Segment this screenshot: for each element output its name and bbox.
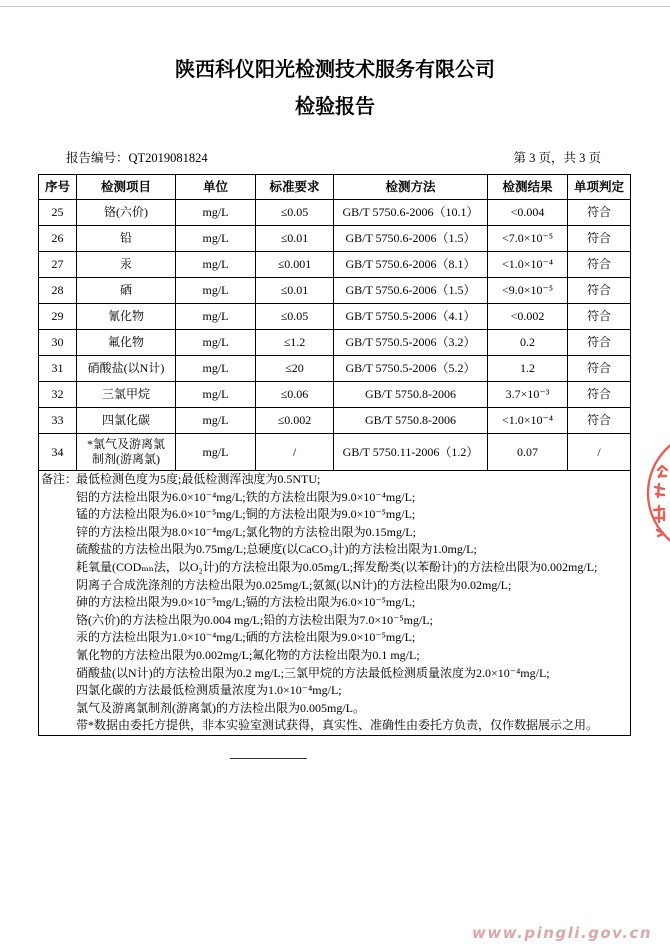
cell-result: <0.002 <box>488 304 568 330</box>
cell-result: <1.0×10⁻⁴ <box>488 252 568 278</box>
cell-verdict: 符合 <box>568 200 631 226</box>
cell-unit: mg/L <box>176 382 256 408</box>
cell-no: 28 <box>39 278 77 304</box>
cell-method: GB/T 5750.6-2006（1.5） <box>334 278 488 304</box>
remark-line: 最低检测色度为5度;最低检测浑浊度为0.5NTU; <box>76 472 321 486</box>
remark-line: 铬(六价)的方法检出限为0.004 mg/L;铅的方法检出限为7.0×10⁻⁵mg/L; <box>76 612 433 627</box>
cell-standard: ≤20 <box>256 356 334 382</box>
remark-line: 氰化物的方法检出限为0.002mg/L;氟化物的方法检出限为0.1 mg/L; <box>76 647 420 662</box>
table-body <box>39 200 631 736</box>
table-row <box>39 226 631 252</box>
cell-no: 31 <box>39 356 77 382</box>
cell-unit: mg/L <box>176 356 256 382</box>
cell-result: 0.2 <box>488 330 568 356</box>
table-row <box>39 434 631 471</box>
cell-unit: mg/L <box>176 408 256 434</box>
remark-line: 硝酸盐(以N计)的方法检出限为0.2 mg/L;三氯甲烷的方法最低检测质量浓度为2.0×10⁻⁴mg/L; <box>76 665 550 680</box>
cell-method: GB/T 5750.8-2006 <box>334 382 488 408</box>
cell-no: 25 <box>39 200 77 226</box>
cell-result: <9.0×10⁻⁵ <box>488 278 568 304</box>
cell-method: GB/T 5750.11-2006（1.2） <box>334 434 488 471</box>
table-row <box>39 278 631 304</box>
remark-line: 砷的方法检出限为9.0×10⁻⁵mg/L;镉的方法检出限为6.0×10⁻⁵mg/L; <box>76 595 416 610</box>
cell-verdict: 符合 <box>568 278 631 304</box>
cell-no: 26 <box>39 226 77 252</box>
cell-verdict: 符合 <box>568 226 631 252</box>
cell-unit: mg/L <box>176 278 256 304</box>
cell-verdict: 符合 <box>568 330 631 356</box>
cell-method: GB/T 5750.6-2006（8.1） <box>334 252 488 278</box>
cell-item: 三氯甲烷 <box>77 382 176 408</box>
results-table <box>38 174 631 736</box>
cell-result: <1.0×10⁻⁴ <box>488 408 568 434</box>
cell-method: GB/T 5750.5-2006（4.1） <box>334 304 488 330</box>
cell-item: 铅 <box>77 226 176 252</box>
cell-no: 32 <box>39 382 77 408</box>
header-standard: 标准要求 <box>256 175 334 200</box>
remark-line: 氯气及游离氯制剂(游离氯)的方法检出限为0.005mg/L。 <box>76 700 365 715</box>
cell-unit: mg/L <box>176 226 256 252</box>
cell-item: 汞 <box>77 252 176 278</box>
table-row <box>39 408 631 434</box>
cell-standard: ≤0.05 <box>256 304 334 330</box>
remarks <box>39 471 630 735</box>
cell-item: 氟化物 <box>77 330 176 356</box>
cell-verdict: 符合 <box>568 382 631 408</box>
cell-standard: ≤0.01 <box>256 226 334 252</box>
cell-standard: ≤0.002 <box>256 408 334 434</box>
cell-no: 33 <box>39 408 77 434</box>
cell-verdict: 符合 <box>568 304 631 330</box>
page-indicator: 第 3 页，共 3 页 <box>513 151 601 165</box>
cell-standard: ≤0.05 <box>256 200 334 226</box>
cell-verdict: 符合 <box>568 356 631 382</box>
remark-line: 耗氧量(CODₘₙ法，以O₂计)的方法检出限为0.05mg/L;挥发酚类(以苯酚计)的方法检出限为0.002mg/L; <box>76 559 598 574</box>
table-row <box>39 252 631 278</box>
cell-standard: ≤1.2 <box>256 330 334 356</box>
table-row <box>39 304 631 330</box>
cell-item: 氰化物 <box>77 304 176 330</box>
remark-line: 硫酸盐的方法检出限为0.75mg/L;总硬度(以CaCO₃计)的方法检出限为1.0mg/L; <box>76 542 477 557</box>
remarks-cell <box>39 471 631 736</box>
page-top-edge <box>0 6 670 7</box>
cell-standard: ≤0.001 <box>256 252 334 278</box>
cell-method: GB/T 5750.5-2006（5.2） <box>334 356 488 382</box>
report-number <box>66 150 208 166</box>
cell-item: 硒 <box>77 278 176 304</box>
report-number-label: 报告编号： <box>66 151 129 165</box>
remark-line: 带*数据由委托方提供，非本实验室测试获得，真实性、准确性由委托方负责，仅作数据展示之用。 <box>76 718 599 733</box>
remarks-row <box>39 471 631 736</box>
header-item: 检测项目 <box>77 175 176 200</box>
remark-line: 阴离子合成洗涤剂的方法检出限为0.025mg/L;氨氮(以N计)的方法检出限为0.02mg/L; <box>76 577 512 592</box>
red-seal-stamp <box>640 440 670 550</box>
table-row <box>39 330 631 356</box>
header-result: 检测结果 <box>488 175 568 200</box>
cell-result: <0.004 <box>488 200 568 226</box>
cell-method: GB/T 5750.8-2006 <box>334 408 488 434</box>
cell-no: 27 <box>39 252 77 278</box>
cell-unit: mg/L <box>176 434 256 471</box>
remark-line: 汞的方法检出限为1.0×10⁻⁴mg/L;硒的方法检出限为9.0×10⁻⁵mg/L; <box>76 630 416 645</box>
cell-unit: mg/L <box>176 252 256 278</box>
cell-method: GB/T 5750.5-2006（3.2） <box>334 330 488 356</box>
remark-line: 铝的方法检出限为6.0×10⁻⁴mg/L;铁的方法检出限为9.0×10⁻⁴mg/L; <box>76 489 416 504</box>
cell-method: GB/T 5750.6-2006（10.1） <box>334 200 488 226</box>
cell-result: 0.07 <box>488 434 568 471</box>
cell-verdict: 符合 <box>568 408 631 434</box>
header-method: 检测方法 <box>334 175 488 200</box>
table-row <box>39 356 631 382</box>
header-unit: 单位 <box>176 175 256 200</box>
cell-result: 3.7×10⁻³ <box>488 382 568 408</box>
cell-standard: ≤0.06 <box>256 382 334 408</box>
cell-verdict: / <box>568 434 631 471</box>
remark-line: 四氯化碳的方法最低检测质量浓度为1.0×10⁻⁴mg/L; <box>76 683 342 698</box>
signature-line <box>230 758 307 759</box>
cell-unit: mg/L <box>176 304 256 330</box>
cell-verdict: 符合 <box>568 252 631 278</box>
header-verdict: 单项判定 <box>568 175 631 200</box>
cell-method: GB/T 5750.6-2006（1.5） <box>334 226 488 252</box>
header-no: 序号 <box>39 175 77 200</box>
cell-result: <7.0×10⁻⁵ <box>488 226 568 252</box>
table-header-row <box>39 175 631 200</box>
cell-item: 四氯化碳 <box>77 408 176 434</box>
cell-unit: mg/L <box>176 200 256 226</box>
company-name: 陕西科仪阳光检测技术服务有限公司 <box>175 59 495 81</box>
report-number-value: QT2019081824 <box>128 151 208 165</box>
report-title: 检验报告 <box>295 96 375 118</box>
cell-standard: / <box>256 434 334 471</box>
cell-item: *氯气及游离氯制剂(游离氯) <box>77 434 176 471</box>
cell-unit: mg/L <box>176 330 256 356</box>
cell-no: 29 <box>39 304 77 330</box>
remark-line: 锰的方法检出限为6.0×10⁻⁵mg/L;铜的方法检出限为9.0×10⁻⁵mg/L; <box>76 507 416 522</box>
watermark-url: www.pingli.gov.cn <box>472 924 652 942</box>
cell-item: 铬(六价) <box>77 200 176 226</box>
cell-item: 硝酸盐(以N计) <box>77 356 176 382</box>
cell-result: 1.2 <box>488 356 568 382</box>
table-row <box>39 382 631 408</box>
cell-no: 34 <box>39 434 77 471</box>
table-row <box>39 200 631 226</box>
cell-standard: ≤0.01 <box>256 278 334 304</box>
remarks-lines <box>76 471 630 735</box>
cell-no: 30 <box>39 330 77 356</box>
remark-line: 锌的方法检出限为8.0×10⁻⁴mg/L;氯化物的方法检出限为0.15mg/L; <box>76 524 416 539</box>
remarks-label: 备注： <box>41 472 78 486</box>
